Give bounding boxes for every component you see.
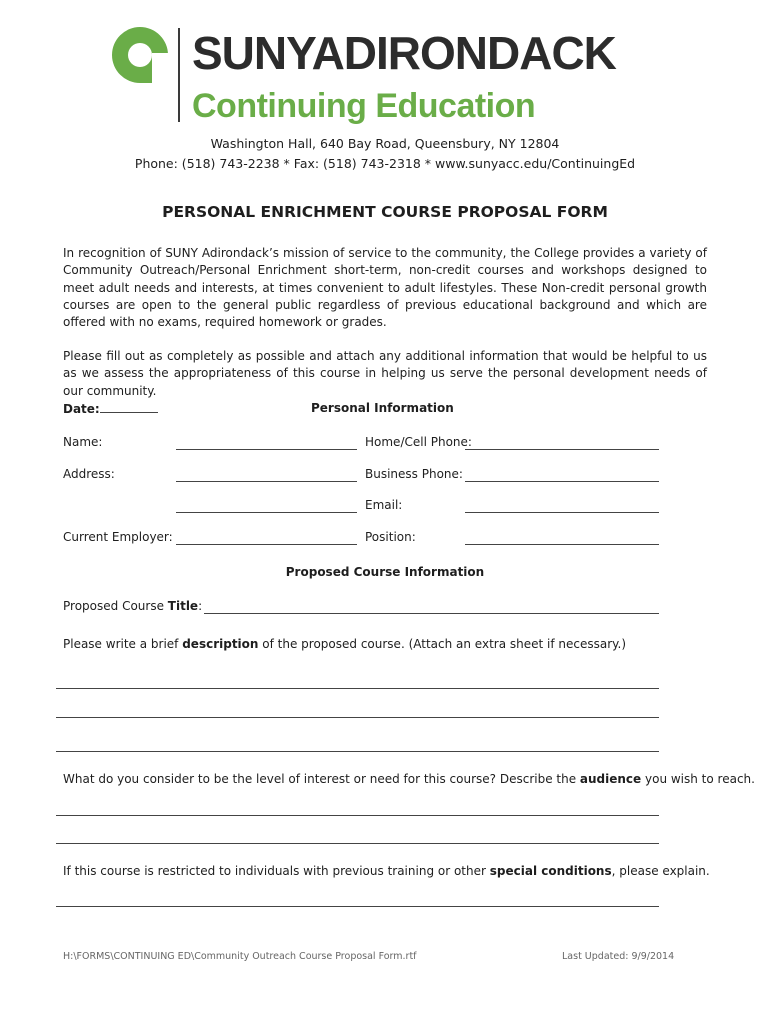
suny-logo-icon [112, 27, 168, 83]
intro-paragraph: In recognition of SUNY Adirondack’s mission of service to the community, the College provides a variety of Community Outreach/Personal Enrichment short-term, non-credit courses and workshops designed to meet adult needs and interests, at times convenient to adult lifestyles. These Non-credit personal growth courses are open to the general public regardless of previous educational background and which are offered with no exams, required homework or grades. [63, 246, 707, 330]
business-phone-label: Business Phone: [365, 467, 463, 481]
description-line-2[interactable] [56, 717, 659, 718]
brand-subtitle: Continuing Education [192, 87, 536, 125]
footer-file-path: H:\FORMS\CONTINUING ED\Community Outreach Course Proposal Form.rtf [63, 951, 417, 962]
name-field[interactable] [176, 449, 357, 450]
business-phone-field[interactable] [465, 481, 659, 482]
address-label: Address: [63, 467, 115, 481]
name-label: Name: [63, 435, 103, 449]
email-label: Email: [365, 498, 403, 512]
audience-line-1[interactable] [56, 815, 659, 816]
description-line-1[interactable] [56, 688, 659, 689]
audience-line-2[interactable] [56, 843, 659, 844]
position-label: Position: [365, 530, 416, 544]
description-prompt: Please write a brief description of the proposed course. (Attach an extra sheet if necessary.) [63, 637, 627, 651]
course-title-label: Proposed Course Title: [63, 599, 203, 613]
contact-line: Phone: (518) 743-2238 * Fax: (518) 743-2318 * www.sunyacc.edu/ContinuingEd [134, 156, 636, 171]
email-field[interactable] [465, 512, 659, 513]
employer-label: Current Employer: [63, 530, 173, 544]
position-field[interactable] [465, 544, 659, 545]
date-field[interactable] [63, 401, 158, 416]
form-title: PERSONAL ENRICHMENT COURSE PROPOSAL FORM [162, 203, 608, 221]
logo-divider [178, 28, 180, 122]
home-phone-field[interactable] [465, 449, 659, 450]
date-blank[interactable] [100, 401, 158, 413]
footer-last-updated: Last Updated: 9/9/2014 [562, 951, 675, 962]
address-field-line1[interactable] [176, 481, 357, 482]
description-line-3[interactable] [56, 751, 659, 752]
employer-field[interactable] [176, 544, 357, 545]
home-phone-label: Home/Cell Phone: [365, 435, 472, 449]
audience-prompt: What do you consider to be the level of interest or need for this course? Describe the audience you wish to reach. [63, 772, 755, 786]
course-info-heading: Proposed Course Information [285, 565, 485, 579]
brand-name: SUNYADIRONDACK [192, 27, 616, 79]
address-line: Washington Hall, 640 Bay Road, Queensbury, NY 12804 [210, 136, 560, 151]
instructions-paragraph: Please fill out as completely as possible and attach any additional information that would be helpful to us as we assess the appropriateness of this course in helping us serve the personal development needs of our community. [63, 349, 707, 398]
course-title-field[interactable] [204, 613, 659, 614]
address-field-line2[interactable] [176, 512, 357, 513]
special-conditions-prompt: If this course is restricted to individuals with previous training or other special conditions, please explain. [63, 864, 710, 878]
date-label: Date: [63, 402, 100, 416]
special-conditions-line[interactable] [56, 906, 659, 907]
personal-info-heading: Personal Information [311, 401, 454, 415]
